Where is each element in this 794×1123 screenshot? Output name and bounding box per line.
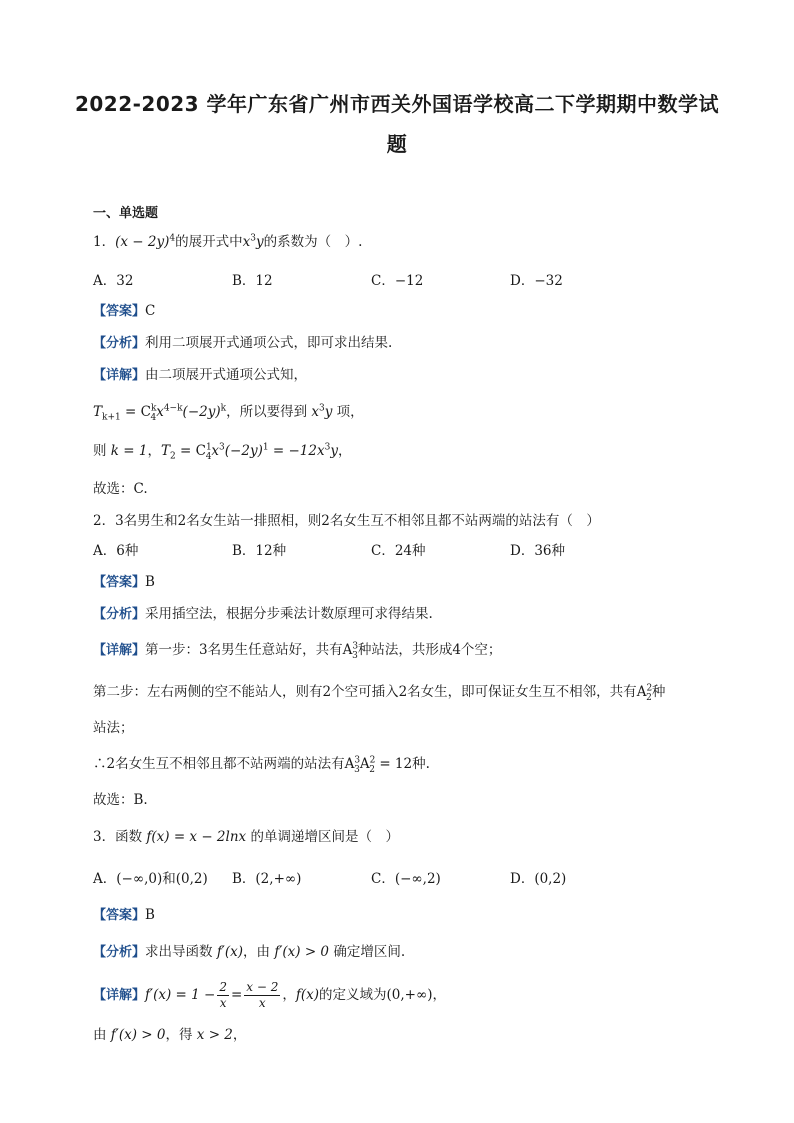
expr: (x − 2y) [115, 234, 170, 250]
final-line [93, 1026, 246, 1044]
detail-text: 由二项展开式通项公式知， [145, 367, 308, 383]
final-text: 由 [93, 1027, 111, 1043]
analysis-text: 确定增区间. [329, 944, 406, 960]
answer-value: B [145, 907, 155, 923]
detail-text: 的定义域为(0,+∞)， [319, 987, 446, 1003]
document-title-line1: 2022-2023 学年广东省广州市西关外国语学校高二下学期期中数学试 [74, 92, 720, 116]
option-d: D．(0,2) [510, 871, 567, 887]
arrangement-sub: 3 [354, 764, 360, 775]
option-d: D．−32 [510, 273, 563, 289]
answer-value: B [145, 574, 155, 590]
arrangement-sub: 2 [369, 764, 376, 775]
combination-sub: 4 [205, 451, 212, 462]
detail-tag: 【详解】 [93, 988, 146, 1003]
arrangement-A: A [342, 642, 353, 658]
conclusion-line: 故选：B. [93, 792, 148, 808]
analysis-tag: 【分析】 [93, 336, 146, 351]
var-x-exponent: 3 [250, 233, 256, 244]
formula-text: ， [337, 443, 352, 459]
analysis-text: 利用二项展开式通项公式，即可求出结果. [145, 335, 393, 351]
final-text: ，得 [165, 1027, 197, 1043]
arrangement-A: A [636, 684, 647, 700]
var-y: y [255, 234, 264, 250]
arrangement-sup: 2 [369, 755, 376, 766]
detail-line [93, 980, 446, 1011]
formula-text: ， [147, 443, 161, 459]
question-3-stem [93, 828, 399, 846]
answer-tag: 【答案】 [93, 908, 146, 923]
answer-line [93, 573, 155, 592]
term-y: y [330, 443, 338, 459]
answer-tag: 【答案】 [93, 304, 146, 319]
analysis-tag: 【分析】 [93, 945, 146, 960]
result-text: = 12种. [375, 756, 430, 772]
var-x: x [242, 234, 251, 250]
analysis-text: ，由 [243, 944, 275, 960]
analysis-line [93, 605, 433, 624]
term-T: T [160, 443, 170, 459]
answer-line [93, 302, 155, 321]
question-1-stem [93, 233, 362, 251]
conclusion-line: 故选：C. [93, 481, 148, 497]
detail-line [93, 641, 501, 660]
step2-text: 第二步：左右两侧的空不能站人，则有2个空可插入2名女生，即可保证女生互不相邻，共有 [93, 684, 637, 700]
stem-text: 的展开式中 [175, 234, 243, 250]
fraction-denominator: x [258, 996, 266, 1010]
term-x-sup: 3 [319, 403, 325, 414]
k-value: k = 1 [110, 443, 148, 459]
fraction-x-minus-2-over-x [244, 980, 280, 1011]
option-a: A．(−∞,0)和(0,2) [93, 871, 208, 887]
expr-exponent: 4 [169, 233, 176, 244]
combination-C: = C [120, 404, 151, 420]
result-term: = −12x [268, 443, 325, 459]
fraction-numerator: x − 2 [246, 980, 279, 994]
term-T-sub: k+1 [102, 412, 121, 423]
analysis-text: 求出导函数 [145, 944, 217, 960]
term-2y-sup: 1 [262, 442, 269, 453]
term-2y: (−2y) [182, 404, 221, 420]
step2-text: 种 [651, 684, 666, 700]
term-x: x [156, 404, 164, 420]
function-expression: f(x) = x − 2lnx [146, 829, 247, 845]
term-T: T [93, 404, 103, 420]
document-title-line2: 题 [386, 132, 408, 156]
question-2-stem [93, 512, 600, 530]
fraction-denominator: x [219, 996, 227, 1010]
function: f(x) [295, 987, 320, 1003]
term-2y: (−2y) [224, 443, 263, 459]
question-number: 1． [93, 234, 116, 250]
step2-continuation: 站法； [93, 720, 134, 736]
equals-sign: = [230, 987, 243, 1003]
analysis-tag: 【分析】 [93, 607, 146, 622]
option-c: C．(−∞,2) [371, 871, 441, 887]
arrangement-A: A [359, 756, 370, 772]
arrangement-sup: 2 [646, 683, 653, 694]
arrangement-sup: 3 [352, 641, 359, 652]
option-b: B．12种 [232, 543, 287, 559]
option-c: C．24种 [371, 543, 426, 559]
step2-line [93, 683, 665, 701]
answer-tag: 【答案】 [93, 575, 146, 590]
option-a: A．32 [93, 273, 134, 289]
formula-text: ，所以要得到 [226, 404, 312, 420]
result-sup: 3 [324, 442, 331, 453]
analysis-line [93, 334, 392, 353]
option-b: B．(2,+∞) [232, 871, 302, 887]
term-x: x [311, 404, 319, 420]
formula-line-2 [93, 442, 351, 460]
inequality: x > 2 [196, 1027, 233, 1043]
term-x: x [211, 443, 220, 459]
final-text: ， [232, 1027, 247, 1043]
fraction-numerator: 2 [219, 980, 227, 994]
detail-tag: 【详解】 [93, 643, 146, 658]
stem-text: 的系数为（ ）. [263, 234, 363, 250]
inequality: f′(x) > 0 [274, 944, 330, 960]
term-x-sup: 4−k [163, 403, 183, 414]
arrangement-sup: 3 [354, 755, 361, 766]
result-text: ∴2名女生互不相邻且都不站两端的站法有 [93, 756, 345, 772]
option-d: D．36种 [510, 543, 566, 559]
derivative-expression: f′(x) = 1 − [145, 987, 216, 1003]
term-x-sup: 3 [219, 442, 225, 453]
fraction-2-over-x [217, 980, 229, 1011]
term-y: y [324, 404, 333, 420]
arrangement-sub: 3 [352, 650, 358, 661]
detail-text: 种站法，共形成4个空； [357, 642, 502, 658]
detail-line [93, 366, 307, 385]
detail-text: 第一步：3名男生任意站好，共有 [145, 642, 343, 658]
stem-text: 函数 [115, 829, 147, 845]
result-line [93, 755, 430, 773]
inequality: f′(x) > 0 [110, 1027, 166, 1043]
arrangement-sub: 2 [646, 692, 652, 703]
question-number: 3． [93, 829, 116, 845]
formula-line-1 [93, 403, 364, 421]
stem-text: 的单调递增区间是（ ） [246, 829, 399, 845]
analysis-line [93, 943, 405, 962]
formula-text: 则 [93, 443, 111, 459]
detail-tag: 【详解】 [93, 368, 146, 383]
answer-value: C [145, 303, 156, 319]
combination-sub: 4 [150, 412, 157, 423]
term-2y-sup: k [220, 403, 227, 414]
detail-text: ， [282, 987, 296, 1003]
answer-line [93, 906, 155, 925]
term-T-sub: 2 [169, 451, 176, 462]
arrangement-A: A [344, 756, 355, 772]
section-heading: 一、单选题 [93, 206, 159, 221]
combination-C: = C [175, 443, 206, 459]
combination-sup: k [150, 403, 157, 414]
analysis-text: 采用插空法，根据分步乘法计数原理可求得结果. [145, 606, 433, 622]
option-b: B．12 [232, 273, 273, 289]
question-number: 2． [93, 513, 116, 529]
formula-text: 项， [332, 404, 364, 420]
derivative: f′(x) [216, 944, 244, 960]
stem-text: 3名男生和2名女生站一排照相，则2名女生互不相邻且都不站两端的站法有（ ） [115, 513, 600, 529]
option-c: C．−12 [371, 273, 424, 289]
combination-sup: 1 [205, 442, 212, 453]
option-a: A．6种 [93, 543, 139, 559]
